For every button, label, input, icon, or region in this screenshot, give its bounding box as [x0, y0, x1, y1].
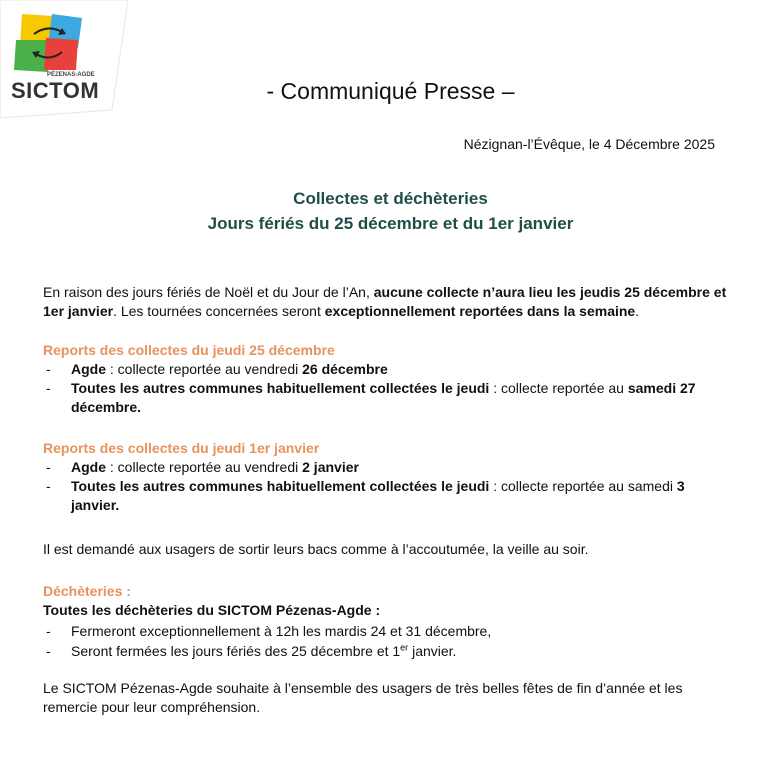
item-text: Seront fermées les jours fériés des 25 décembre et 1: [71, 643, 401, 659]
press-release-title: - Communiqué Presse –: [266, 78, 515, 104]
intro-text-b: aucune collecte n’aura lieu les jeudis 25 décembre et 1er janvier: [43, 284, 727, 319]
item-date: 2 janvier: [302, 459, 359, 475]
intro-text-d: exceptionnellement reportées dans la semaine: [324, 303, 636, 319]
item-label: Toutes les autres communes habituellement collectées le jeudi: [71, 478, 490, 494]
list-dash: -: [46, 361, 51, 377]
item-date: 3 janvier.: [71, 478, 685, 513]
section-dec-25: [43, 341, 733, 417]
intro-text-a: En raison des jours fériés de Noël et du Jour de l’An,: [43, 284, 374, 300]
intro-paragraph: [43, 283, 733, 321]
intro-text-e: .: [635, 303, 640, 319]
dateline: Nézignan-l’Évêque, le 4 Décembre 2025: [463, 136, 715, 152]
list-dash: -: [46, 478, 51, 494]
section-jan-1: [43, 439, 733, 515]
heading-line-1: Collectes et déchèteries: [293, 189, 488, 208]
list-item: [43, 379, 733, 417]
section-title: Déchèteries :: [43, 583, 131, 599]
section-title: Reports des collectes du jeudi 1er janvier: [43, 440, 320, 456]
section-decheteries: [43, 582, 733, 661]
item-text-end: janvier.: [408, 643, 457, 659]
item-label: Agde: [71, 361, 106, 377]
list-item: [43, 477, 733, 515]
section-title: Reports des collectes du jeudi 25 décembre: [43, 342, 335, 358]
item-label: Agde: [71, 459, 106, 475]
note-paragraph: Il est demandé aux usagers de sortir leurs bacs comme à l’accoutumée, la veille au soir.: [43, 541, 589, 557]
item-date: samedi 27 décembre.: [71, 380, 696, 415]
heading-line-2: Jours fériés du 25 décembre et du 1er janvier: [207, 214, 574, 233]
list-item: [43, 622, 733, 641]
item-text: : collecte reportée au vendredi: [106, 361, 303, 377]
list-dash: -: [46, 643, 51, 659]
item-superscript: er: [400, 642, 409, 653]
logo-wordmark: SICTOM: [11, 78, 100, 103]
list-item: [43, 360, 733, 379]
list-dash: -: [46, 380, 51, 396]
intro-text-c: . Les tournées concernées seront: [113, 303, 325, 319]
list-item: [43, 642, 733, 661]
item-text: Fermeront exceptionnellement à 12h les mardis 24 et 31 décembre,: [71, 623, 492, 639]
list-dash: -: [46, 459, 51, 475]
item-text: : collecte reportée au samedi: [489, 478, 677, 494]
section-subtitle: Toutes les déchèteries du SICTOM Pézenas-Agde :: [43, 602, 381, 618]
item-text: : collecte reportée au vendredi: [106, 459, 303, 475]
item-label: Toutes les autres communes habituellement collectées le jeudi: [71, 380, 490, 396]
list-dash: -: [46, 623, 51, 639]
item-date: 26 décembre: [302, 361, 388, 377]
closing-paragraph: Le SICTOM Pézenas-Agde souhaite à l’ensemble des usagers de très belles fêtes de fin d’année et les remercie pour leur compréhension.: [43, 680, 683, 715]
item-text: : collecte reportée au: [489, 380, 628, 396]
logo-subtitle: PÉZENAS-AGDE: [47, 72, 95, 78]
list-item: [43, 458, 733, 477]
